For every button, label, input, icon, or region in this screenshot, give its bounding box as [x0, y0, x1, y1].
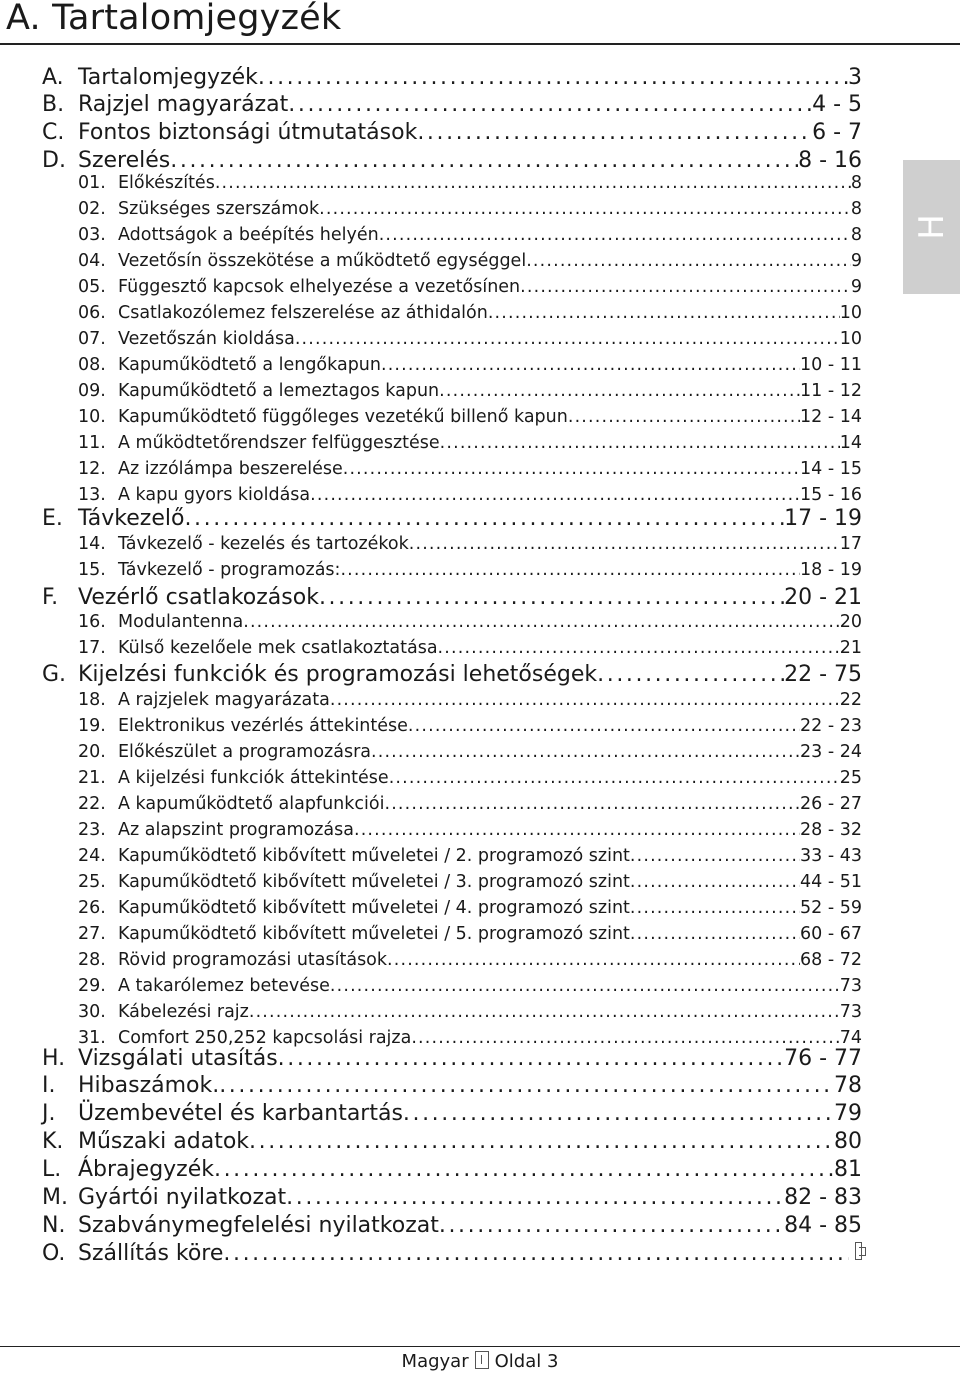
- toc-subsection-entry: [0, 225, 960, 245]
- toc-entry-title: Tartalomjegyzék: [78, 65, 258, 90]
- toc-subsection-entry: [0, 485, 960, 505]
- toc-entry-title: Az alapszint programozása: [118, 820, 354, 840]
- toc-entry-title: A takarólemez betevése: [118, 976, 330, 996]
- toc-entry-title: Kapuműködtető függőleges vezetékű billenő kapun: [118, 407, 568, 427]
- toc-entry-number: 07.: [78, 329, 106, 349]
- toc-entry-page: 14 - 15: [800, 459, 862, 479]
- toc-section-entry: [0, 148, 960, 173]
- toc-subsection-entry: [0, 251, 960, 271]
- page-separator-icon: [475, 1351, 489, 1369]
- toc-dot-leader: [219, 1073, 834, 1098]
- toc-subsection-entry: [0, 638, 960, 658]
- toc-dot-leader: [214, 1157, 834, 1182]
- toc-entry-title: Vezetősín összekötése a működtető egységgel: [118, 251, 527, 271]
- toc-dot-leader: [340, 560, 800, 580]
- toc-entry-title: Vezérlő csatlakozások: [78, 585, 319, 610]
- toc-entry-title: Vezetőszán kioldása: [118, 329, 295, 349]
- toc-entry-page: 28 - 32: [800, 820, 862, 840]
- toc-entry-title: Adottságok a beépítés helyén: [118, 225, 379, 245]
- toc-entry-page: 80: [834, 1129, 862, 1154]
- toc-entry-page: 84 - 85: [784, 1213, 862, 1238]
- toc-entry-title: Előkészítés: [118, 173, 215, 193]
- toc-entry-page: 8 - 16: [798, 148, 862, 173]
- toc-entry-page: 8: [850, 199, 862, 219]
- toc-entry-title: Kábelezési rajz: [118, 1002, 249, 1022]
- toc-entry-page: 10: [839, 303, 862, 323]
- toc-dot-leader: [597, 662, 784, 687]
- toc-entry-page: 73: [839, 1002, 862, 1022]
- toc-entry-number: 15.: [78, 560, 106, 580]
- toc-entry-page: 79: [834, 1101, 862, 1126]
- toc-entry-number: 31.: [78, 1028, 106, 1048]
- toc-entry-number: 11.: [78, 433, 106, 453]
- toc-entry-page: 25: [839, 768, 862, 788]
- toc-section-entry: [0, 1185, 960, 1210]
- toc-entry-number: K.: [42, 1129, 64, 1154]
- toc-dot-leader: [408, 716, 800, 736]
- toc-entry-page: 78: [834, 1073, 862, 1098]
- toc-entry-number: 29.: [78, 976, 106, 996]
- toc-entry-title: Rövid programozási utasítások: [118, 950, 388, 970]
- toc-entry-page: 20 - 21: [784, 585, 862, 610]
- toc-entry-page: 23 - 24: [800, 742, 862, 762]
- toc-entry-number: 25.: [78, 872, 106, 892]
- toc-entry-number: O.: [42, 1241, 66, 1266]
- toc-entry-page: 10 - 11: [800, 355, 862, 375]
- toc-dot-leader: [389, 768, 840, 788]
- toc-subsection-entry: [0, 898, 960, 918]
- toc-entry-page: 81: [834, 1157, 862, 1182]
- toc-subsection-entry: [0, 303, 960, 323]
- footer-divider: [0, 1346, 960, 1347]
- toc-entry-number: A.: [42, 65, 64, 90]
- toc-dot-leader: [568, 407, 800, 427]
- toc-dot-leader: [384, 794, 800, 814]
- toc-section-entry: [0, 1241, 960, 1266]
- toc-entry-title: Külső kezelőele mek csatlakoztatása: [118, 638, 438, 658]
- toc-entry-title: Kapuműködtető a lengőkapun: [118, 355, 381, 375]
- toc-subsection-entry: [0, 742, 960, 762]
- toc-dot-leader: [223, 1241, 848, 1266]
- toc-entry-number: 21.: [78, 768, 106, 788]
- toc-dot-leader: [310, 485, 800, 505]
- toc-entry-page: 6 - 7: [812, 120, 862, 145]
- footer-page-label: Oldal 3: [494, 1351, 559, 1372]
- toc-dot-leader: [379, 225, 851, 245]
- toc-dot-leader: [520, 277, 851, 297]
- toc-subsection-entry: [0, 716, 960, 736]
- toc-entry-page: 17: [839, 534, 862, 554]
- toc-entry-page: 4 - 5: [812, 92, 862, 117]
- toc-entry-number: 28.: [78, 950, 106, 970]
- toc-entry-page: 73: [839, 976, 862, 996]
- toc-entry-number: 27.: [78, 924, 106, 944]
- toc-dot-leader: [170, 148, 798, 173]
- toc-subsection-entry: [0, 459, 960, 479]
- toc-entry-number: 09.: [78, 381, 106, 401]
- toc-entry-number: 02.: [78, 199, 106, 219]
- toc-dot-leader: [488, 303, 840, 323]
- toc-dot-leader: [330, 976, 840, 996]
- toc-entry-page: 33 - 43: [800, 846, 862, 866]
- toc-entry-title: Elektronikus vezérlés áttekintése: [118, 716, 408, 736]
- toc-entry-number: B.: [42, 92, 65, 117]
- toc-entry-page: 14: [839, 433, 862, 453]
- toc-entry-number: 12.: [78, 459, 106, 479]
- toc-entry-page: 3: [848, 65, 862, 90]
- toc-entry-title: Modulantenna: [118, 612, 244, 632]
- page-title: A. Tartalomjegyzék: [6, 0, 342, 38]
- toc-entry-number: 22.: [78, 794, 106, 814]
- toc-dot-leader: [278, 1046, 784, 1071]
- toc-subsection-entry: [0, 794, 960, 814]
- toc-entry-number: 08.: [78, 355, 106, 375]
- toc-section-entry: [0, 1157, 960, 1182]
- toc-subsection-entry: [0, 1002, 960, 1022]
- toc-subsection-entry: [0, 199, 960, 219]
- toc-section-entry: [0, 65, 960, 90]
- toc-entry-title: Hibaszámok.: [78, 1073, 220, 1098]
- toc-dot-leader: [409, 534, 840, 554]
- toc-entry-number: C.: [42, 120, 65, 145]
- toc-entry-title: Előkészület a programozásra: [118, 742, 371, 762]
- toc-entry-number: 04.: [78, 251, 106, 271]
- toc-entry-title: Szállítás köre: [78, 1241, 224, 1266]
- toc-entry-number: E.: [42, 506, 63, 531]
- toc-dot-leader: [249, 1129, 834, 1154]
- toc-subsection-entry: [0, 820, 960, 840]
- toc-entry-number: F.: [42, 585, 59, 610]
- toc-dot-leader: [184, 506, 784, 531]
- toc-section-entry: [0, 120, 960, 145]
- toc-dot-leader: [319, 585, 784, 610]
- toc-entry-number: J.: [42, 1101, 56, 1126]
- toc-entry-title: Távkezelő - programozás:: [118, 560, 341, 580]
- toc-entry-number: I.: [42, 1073, 56, 1098]
- toc-entry-page: 22: [839, 690, 862, 710]
- toc-entry-title: Csatlakozólemez felszerelése az áthidalón: [118, 303, 488, 323]
- toc-dot-leader: [354, 820, 800, 840]
- toc-entry-number: 19.: [78, 716, 106, 736]
- toc-subsection-entry: [0, 355, 960, 375]
- toc-entry-title: Kapuműködtető kibővített műveletei / 5. programozó szint: [118, 924, 630, 944]
- toc-entry-page: 8: [850, 225, 862, 245]
- toc-dot-leader: [381, 355, 800, 375]
- toc-dot-leader: [249, 1002, 840, 1022]
- toc-dot-leader: [215, 173, 851, 193]
- toc-entry-number: D.: [42, 148, 66, 173]
- toc-entry-page: 20: [839, 612, 862, 632]
- toc-dot-leader: [630, 898, 800, 918]
- toc-entry-number: 01.: [78, 173, 106, 193]
- toc-entry-number: 05.: [78, 277, 106, 297]
- toc-section-entry: [0, 1101, 960, 1126]
- toc-subsection-entry: [0, 407, 960, 427]
- toc-subsection-entry: [0, 1028, 960, 1048]
- toc-subsection-entry: [0, 381, 960, 401]
- toc-entry-title: Fontos biztonsági útmutatások: [78, 120, 418, 145]
- toc-entry-number: 20.: [78, 742, 106, 762]
- toc-entry-number: 24.: [78, 846, 106, 866]
- toc-entry-title: Üzembevétel és karbantartás: [78, 1101, 403, 1126]
- toc-entry-number: 10.: [78, 407, 106, 427]
- toc-entry-title: Szükséges szerszámok: [118, 199, 320, 219]
- toc-entry-number: 17.: [78, 638, 106, 658]
- toc-entry-title: Függesztő kapcsok elhelyezése a vezetősínen: [118, 277, 521, 297]
- toc-entry-number: 14.: [78, 534, 106, 554]
- toc-entry-page: 15 - 16: [800, 485, 862, 505]
- toc-dot-leader: [403, 1101, 834, 1126]
- toc-entry-title: A kapuműködtető alapfunkciói: [118, 794, 385, 814]
- toc-entry-page: 17 - 19: [784, 506, 862, 531]
- toc-entry-page: 9: [850, 277, 862, 297]
- toc-entry-title: Műszaki adatok: [78, 1129, 250, 1154]
- toc-section-entry: [0, 1046, 960, 1071]
- toc-dot-leader: [387, 950, 800, 970]
- toc-entry-number: 18.: [78, 690, 106, 710]
- toc-entry-page: 8: [850, 173, 862, 193]
- toc-entry-title: Az izzólámpa beszerelése: [118, 459, 343, 479]
- toc-entry-title: Gyártói nyilatkozat: [78, 1185, 287, 1210]
- toc-section-entry: [0, 585, 960, 610]
- toc-subsection-entry: [0, 976, 960, 996]
- toc-entry-number: 23.: [78, 820, 106, 840]
- toc-entry-number: G.: [42, 662, 67, 687]
- page-footer: [0, 1351, 960, 1372]
- toc-entry-title: A működtetőrendszer felfüggesztése: [118, 433, 440, 453]
- toc-entry-title: Rajzjel magyarázat: [78, 92, 289, 117]
- toc-dot-leader: [295, 329, 840, 349]
- toc-entry-page: 11 - 12: [800, 381, 862, 401]
- toc-section-entry: [0, 1129, 960, 1154]
- toc-entry-page: 68 - 72: [800, 950, 862, 970]
- toc-section-entry: [0, 662, 960, 687]
- toc-entry-title: Comfort 250,252 kapcsolási rajza: [118, 1028, 412, 1048]
- toc-entry-title: Kijelzési funkciók és programozási lehetőségek: [78, 662, 598, 687]
- toc-dot-leader: [630, 872, 800, 892]
- toc-dot-leader: [288, 92, 812, 117]
- toc-entry-page: 82 - 83: [784, 1185, 862, 1210]
- toc-dot-leader: [243, 612, 840, 632]
- toc-subsection-entry: [0, 690, 960, 710]
- toc-section-entry: [0, 1073, 960, 1098]
- toc-entry-number: 13.: [78, 485, 106, 505]
- toc-entry-page: 21: [839, 638, 862, 658]
- toc-entry-page: 44 - 51: [800, 872, 862, 892]
- toc-entry-title: Vizsgálati utasítás: [78, 1046, 278, 1071]
- toc-entry-page: 60 - 67: [800, 924, 862, 944]
- toc-subsection-entry: [0, 329, 960, 349]
- toc-dot-leader: [630, 846, 800, 866]
- toc-subsection-entry: [0, 768, 960, 788]
- toc-dot-leader: [630, 924, 800, 944]
- toc-entry-page: 9: [850, 251, 862, 271]
- toc-subsection-entry: [0, 534, 960, 554]
- toc-entry-number: 16.: [78, 612, 106, 632]
- toc-dot-leader: [526, 251, 851, 271]
- page-reference-icon: [855, 1242, 862, 1260]
- toc-entry-number: 06.: [78, 303, 106, 323]
- toc-dot-leader: [439, 381, 800, 401]
- header-divider: [0, 43, 960, 45]
- toc-entry-number: H.: [42, 1046, 66, 1071]
- toc-subsection-entry: [0, 433, 960, 453]
- toc-entry-number: M.: [42, 1185, 68, 1210]
- toc-entry-title: Kapuműködtető kibővített műveletei / 3. programozó szint: [118, 872, 630, 892]
- toc-entry-number: 30.: [78, 1002, 106, 1022]
- toc-subsection-entry: [0, 612, 960, 632]
- toc-entry-title: Kapuműködtető kibővített műveletei / 4. programozó szint: [118, 898, 630, 918]
- toc-entry-title: Kapuműködtető kibővített műveletei / 2. programozó szint: [118, 846, 630, 866]
- toc-section-entry: [0, 506, 960, 531]
- toc-entry-page: 12 - 14: [800, 407, 862, 427]
- toc-entry-page: 10: [839, 329, 862, 349]
- toc-entry-number: 03.: [78, 225, 106, 245]
- toc-subsection-entry: [0, 924, 960, 944]
- footer-language: Magyar: [401, 1351, 469, 1372]
- toc-section-entry: [0, 92, 960, 117]
- toc-dot-leader: [286, 1185, 784, 1210]
- toc-entry-page: 22 - 23: [800, 716, 862, 736]
- toc-subsection-entry: [0, 173, 960, 193]
- toc-entry-title: A kijelzési funkciók áttekintése: [118, 768, 389, 788]
- toc-entry-title: Ábrajegyzék: [78, 1157, 214, 1182]
- toc-subsection-entry: [0, 560, 960, 580]
- toc-subsection-entry: [0, 950, 960, 970]
- toc-section-entry: [0, 1213, 960, 1238]
- toc-entry-page: 74: [839, 1028, 862, 1048]
- side-tab-label: H: [911, 214, 952, 240]
- toc-dot-leader: [371, 742, 800, 762]
- toc-entry-number: 26.: [78, 898, 106, 918]
- toc-entry-title: Kapuműködtető a lemeztagos kapun: [118, 381, 440, 401]
- toc-dot-leader: [411, 1028, 839, 1048]
- toc-entry-page: 76 - 77: [784, 1046, 862, 1071]
- toc-dot-leader: [438, 638, 840, 658]
- toc-entry-title: A rajzjelek magyarázata: [118, 690, 330, 710]
- toc-subsection-entry: [0, 277, 960, 297]
- toc-entry-title: Szerelés: [78, 148, 171, 173]
- toc-entry-page: 52 - 59: [800, 898, 862, 918]
- toc-entry-page: 26 - 27: [800, 794, 862, 814]
- toc-entry-number: N.: [42, 1213, 66, 1238]
- toc-entry-title: Távkezelő - kezelés és tartozékok: [118, 534, 409, 554]
- toc-dot-leader: [343, 459, 800, 479]
- toc-dot-leader: [417, 120, 812, 145]
- toc-dot-leader: [258, 65, 848, 90]
- toc-dot-leader: [330, 690, 840, 710]
- toc-entry-page: 22 - 75: [784, 662, 862, 687]
- toc-entry-title: Szabványmegfelelési nyilatkozat: [78, 1213, 439, 1238]
- toc-entry-title: Távkezelő: [78, 506, 185, 531]
- toc-entry-page: 18 - 19: [800, 560, 862, 580]
- toc-dot-leader: [439, 1213, 784, 1238]
- toc-subsection-entry: [0, 872, 960, 892]
- toc-entry-number: L.: [42, 1157, 62, 1182]
- toc-dot-leader: [319, 199, 851, 219]
- toc-dot-leader: [440, 433, 840, 453]
- toc-entry-title: A kapu gyors kioldása: [118, 485, 311, 505]
- toc-subsection-entry: [0, 846, 960, 866]
